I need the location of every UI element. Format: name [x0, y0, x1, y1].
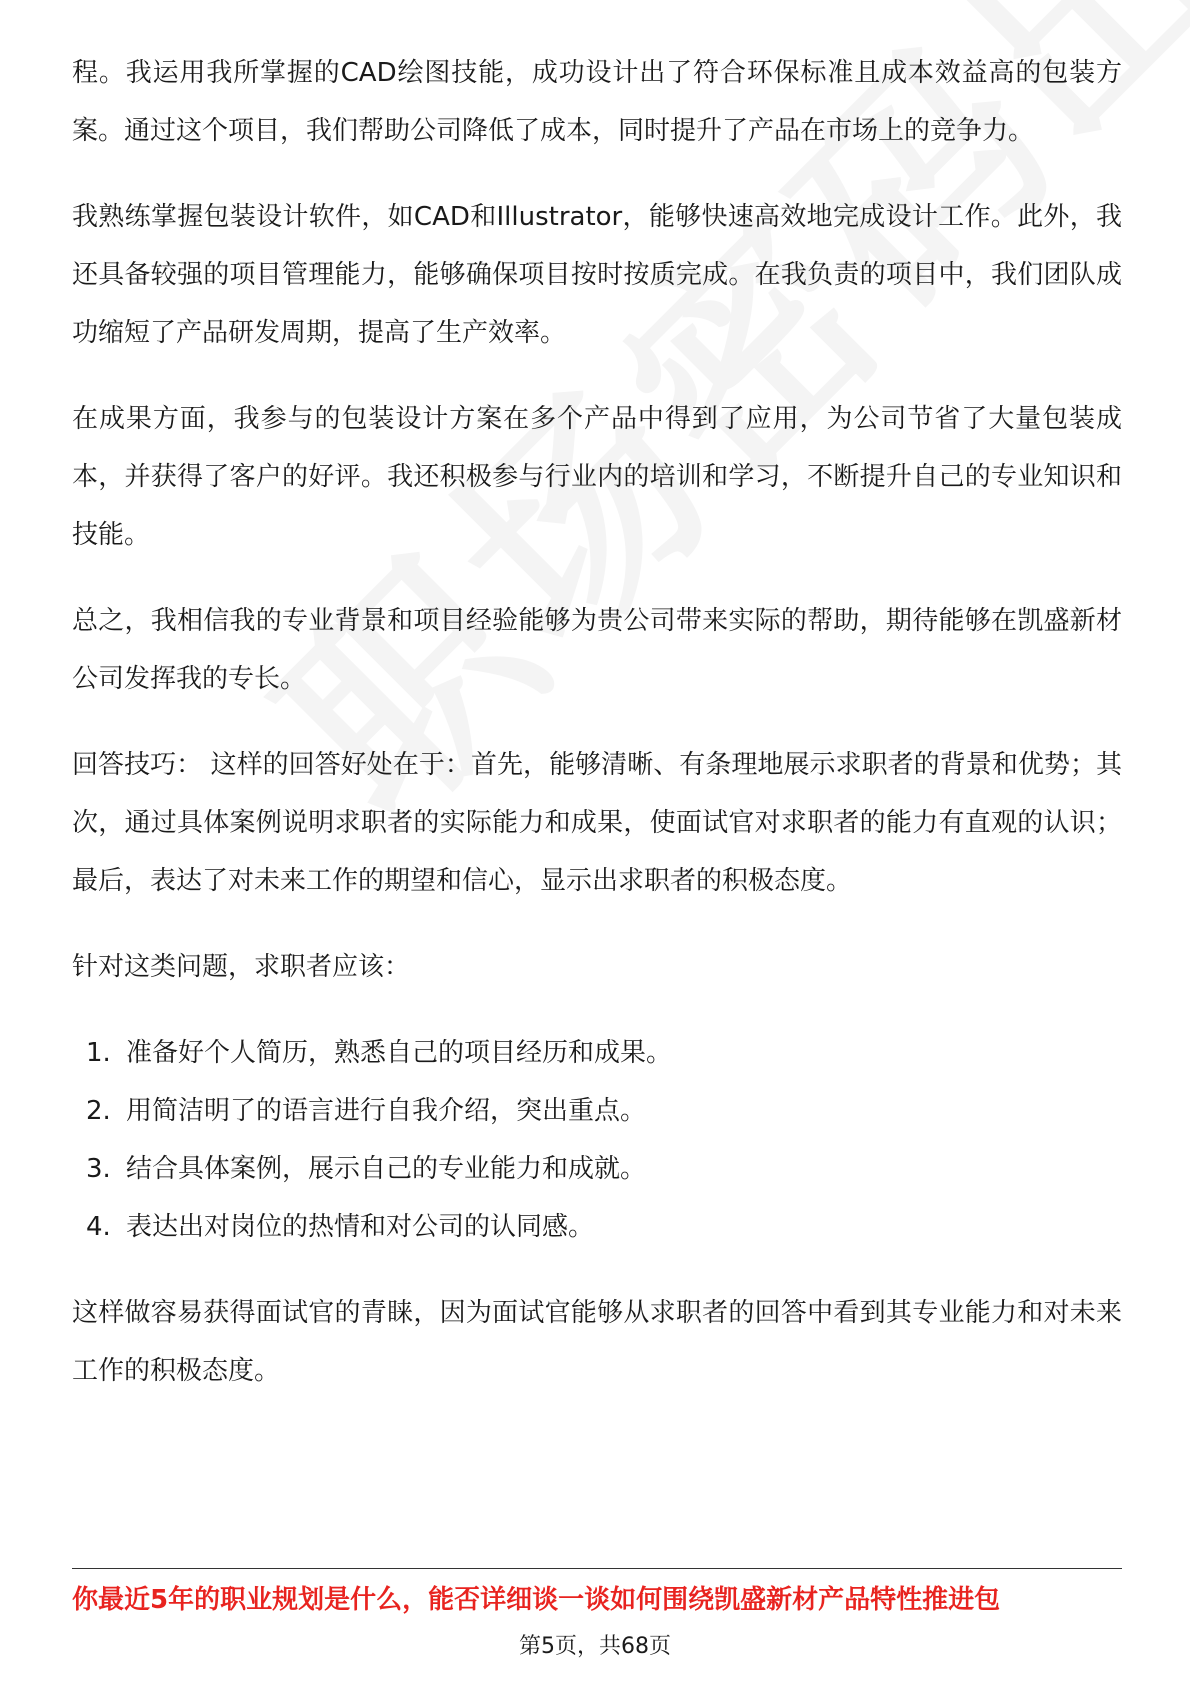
- list-item-number: 4.: [86, 1212, 111, 1242]
- paragraph-closing: 这样做容易获得面试官的青睐，因为面试官能够从求职者的回答中看到其专业能力和对未来工作的积极态度。: [72, 1298, 1122, 1386]
- paragraph-summary: 总之，我相信我的专业背景和项目经验能够为贵公司带来实际的帮助，期待能够在凯盛新材公司发挥我的专长。: [72, 606, 1122, 694]
- paragraph-achievements: 在成果方面，我参与的包装设计方案在多个产品中得到了应用，为公司节省了大量包装成本，并获得了客户的好评。我还积极参与行业内的培训和学习，不断提升自己的专业知识和技能。: [72, 404, 1122, 550]
- next-question-heading: 你最近5年的职业规划是什么，能否详细谈一谈如何围绕凯盛新材产品特性推进包: [72, 1585, 1001, 1615]
- list-item-number: 1.: [86, 1038, 111, 1068]
- list-item: [72, 1082, 1122, 1140]
- list-item-text: 表达出对岗位的热情和对公司的认同感。: [126, 1212, 595, 1242]
- page-number: 第5页，共68页: [519, 1634, 671, 1659]
- list-item-number: 2.: [86, 1096, 111, 1126]
- list-item-text: 用简洁明了的语言进行自我介绍，突出重点。: [126, 1096, 647, 1126]
- document-body: [72, 44, 1122, 1428]
- list-item: [72, 1198, 1122, 1256]
- paragraph-list-intro: 针对这类问题，求职者应该：: [72, 952, 411, 982]
- list-item-text: 结合具体案例，展示自己的专业能力和成就。: [126, 1154, 647, 1184]
- paragraph-project-result: 程。我运用我所掌握的CAD绘图技能，成功设计出了符合环保标准且成本效益高的包装方案。通过这个项目，我们帮助公司降低了成本，同时提升了产品在市场上的竞争力。: [72, 58, 1122, 146]
- list-item-number: 3.: [86, 1154, 111, 1184]
- paragraph-answer-tips: 回答技巧： 这样的回答好处在于：首先，能够清晰、有条理地展示求职者的背景和优势；其次，通过具体案例说明求职者的实际能力和成果，使面试官对求职者的能力有直观的认识；最后，表达了对未来工作的期望和信心，显示出求职者的积极态度。: [72, 750, 1122, 896]
- advice-list: [72, 1024, 1122, 1256]
- list-item: [72, 1024, 1122, 1082]
- list-item: [72, 1140, 1122, 1198]
- footer-divider: [72, 1568, 1122, 1569]
- paragraph-skills: 我熟练掌握包装设计软件，如CAD和Illustrator，能够快速高效地完成设计工作。此外，我还具备较强的项目管理能力，能够确保项目按时按质完成。在我负责的项目中，我们团队成功缩短了产品研发周期，提高了生产效率。: [72, 202, 1122, 348]
- list-item-text: 准备好个人简历，熟悉自己的项目经历和成果。: [126, 1038, 673, 1068]
